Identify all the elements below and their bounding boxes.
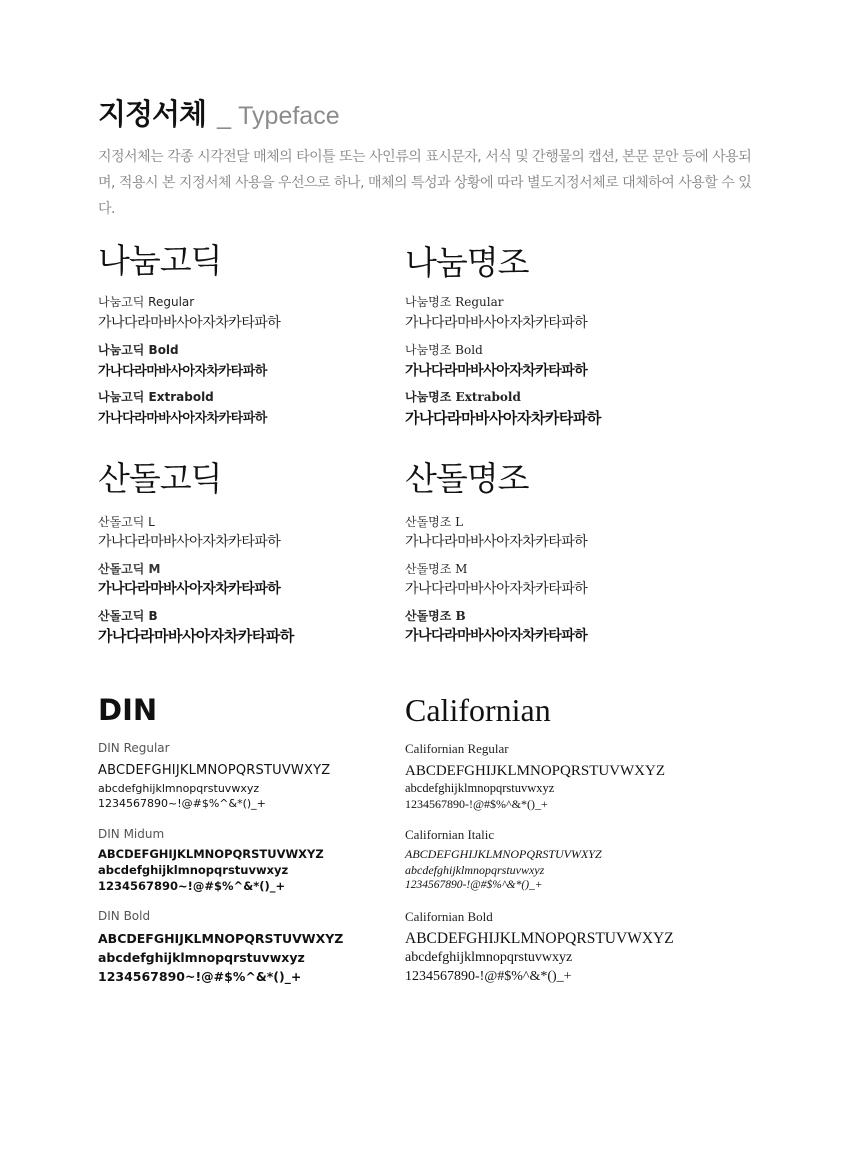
californian-bold-label: Californian Bold (405, 909, 493, 924)
din-regular-label: DIN Regular (98, 741, 170, 755)
californian-regular-lower: abcdefghijklmnopqrstuvwxyz (405, 781, 555, 795)
din-medium-digits: 1234567890~!@#$%^&*()_+ (98, 879, 286, 893)
californian-bold-lower: abcdefghijklmnopqrstuvwxyz (405, 950, 573, 965)
sandoll-gothic-title: 산돌고딕 (98, 459, 222, 498)
din-medium-label: DIN Midum (98, 827, 165, 841)
nanum-myeongjo-title: 나눔명조 (405, 243, 529, 282)
sandoll-myeongjo-bold-sample: 가나다라마바사아자차카타파하 (405, 628, 588, 644)
sandoll-myeongjo-bold-label: 산돌명조 B (405, 609, 466, 623)
nanum-gothic-title: 나눔고딕 (98, 241, 222, 280)
nanum-gothic-extrabold-sample: 가나다라마바사아자차카타파하 (98, 411, 267, 426)
sandoll-myeongjo-medium-sample: 가나다라마바사아자차카타파하 (405, 581, 588, 597)
nanum-myeongjo-regular-label: 나눔명조 Regular (405, 295, 504, 309)
nanum-gothic-bold-label: 나눔고딕 Bold (98, 343, 179, 357)
din-bold-digits: 1234567890~!@#$%^&*()_+ (98, 969, 302, 984)
californian-title: Californian (405, 692, 551, 728)
sandoll-myeongjo-light-sample: 가나다라마바사아자차카타파하 (405, 534, 588, 550)
din-regular-upper: ABCDEFGHIJKLMNOPQRSTUVWXYZ (98, 763, 331, 778)
sandoll-gothic-bold-sample: 가나다라마바사아자차카타파하 (98, 627, 294, 645)
nanum-myeongjo-bold-label: 나눔명조 Bold (405, 343, 483, 357)
din-title: DIN (98, 693, 158, 727)
din-bold-lower: abcdefghijklmnopqrstuvwxyz (98, 950, 305, 965)
californian-italic-lower: abcdefghijklmnopqrstuvwxyz (405, 863, 545, 877)
californian-italic-label: Californian Italic (405, 827, 495, 842)
nanum-gothic-extrabold-label: 나눔고딕 Extrabold (98, 390, 214, 404)
din-medium-upper: ABCDEFGHIJKLMNOPQRSTUVWXYZ (98, 847, 324, 861)
sandoll-myeongjo-medium-label: 산돌명조 M (405, 562, 468, 576)
sandoll-gothic-light-sample: 가나다라마바사아자차카타파하 (98, 534, 281, 550)
din-bold-upper: ABCDEFGHIJKLMNOPQRSTUVWXYZ (98, 931, 344, 946)
californian-regular-label: Californian Regular (405, 741, 509, 756)
californian-bold-digits: 1234567890-!@#$%^&*()_+ (405, 969, 572, 984)
californian-italic-digits: 1234567890-!@#$%^&*()_+ (405, 879, 543, 891)
din-medium-lower: abcdefghijklmnopqrstuvwxyz (98, 863, 289, 877)
heading-english: Typeface (238, 102, 340, 130)
din-bold-label: DIN Bold (98, 909, 151, 923)
nanum-gothic-regular-label: 나눔고딕 Regular (98, 295, 195, 309)
heading-korean: 지정서체 (98, 97, 207, 131)
nanum-myeongjo-extrabold-sample: 가나다라마바사아자차카타파하 (405, 409, 601, 427)
nanum-gothic-regular-sample: 가나다라마바사아자차카타파하 (98, 315, 281, 331)
californian-regular-digits: 1234567890-!@#$%^&*()_+ (405, 797, 548, 811)
californian-bold-upper: ABCDEFGHIJKLMNOPQRSTUVWXYZ (405, 930, 674, 947)
sandoll-gothic-bold-label: 산돌고딕 B (98, 609, 158, 623)
sandoll-gothic-light-label: 산돌고딕 L (98, 515, 155, 529)
sandoll-gothic-medium-sample: 가나다라마바사아자차카타파하 (98, 581, 281, 597)
californian-italic-upper: ABCDEFGHIJKLMNOPQRSTUVWXYZ (405, 847, 602, 861)
din-regular-lower: abcdefghijklmnopqrstuvwxyz (98, 782, 260, 795)
sandoll-gothic-medium-label: 산돌고딕 M (98, 562, 161, 576)
sandoll-myeongjo-light-label: 산돌명조 L (405, 515, 464, 529)
page-heading (98, 92, 340, 133)
heading-separator: _ (217, 102, 232, 130)
intro-paragraph: 지정서체는 각종 시각전달 매체의 타이틀 또는 사인류의 표시문자, 서식 및 간행물의 캡션, 본문 문안 등에 사용되며, 적용시 본 지정서체 사용을 우선으로 하나, 매체의 특성과 상황에 따라 별도지정서체로 대체하여 사용할 수 있다. (98, 149, 752, 217)
californian-regular-upper: ABCDEFGHIJKLMNOPQRSTUVWXYZ (405, 763, 666, 779)
nanum-myeongjo-extrabold-label: 나눔명조 Extrabold (405, 390, 521, 404)
nanum-myeongjo-bold-sample: 가나다라마바사아자차카타파하 (405, 363, 588, 379)
nanum-gothic-bold-sample: 가나다라마바사아자차카타파하 (98, 364, 267, 379)
nanum-myeongjo-regular-sample: 가나다라마바사아자차카타파하 (405, 315, 588, 331)
din-regular-digits: 1234567890~!@#$%^&*()_+ (98, 797, 266, 810)
sandoll-myeongjo-title: 산돌명조 (405, 459, 529, 498)
